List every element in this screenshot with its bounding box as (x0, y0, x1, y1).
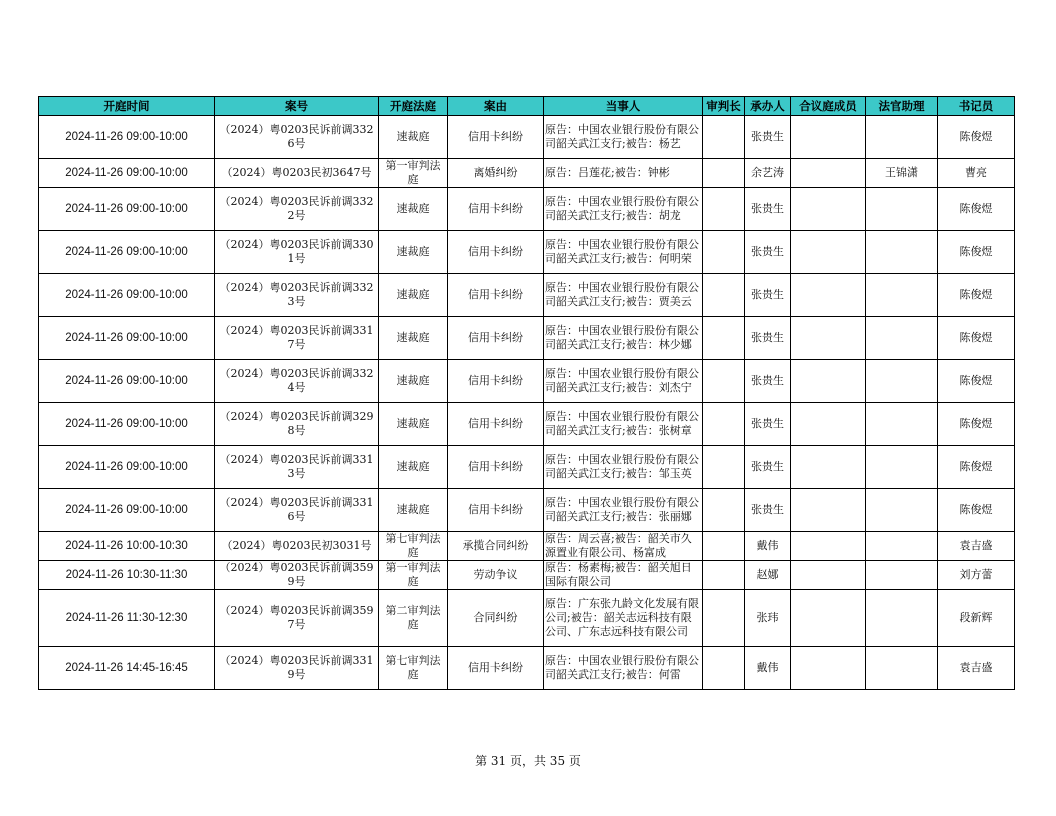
cell-clerk (938, 231, 1015, 274)
cell-hearing-time (39, 647, 215, 690)
cell-case-number (215, 403, 379, 446)
cell-parties-text: 原告：中国农业银行股份有限公司韶关武江支行;被告：杨艺 (545, 123, 699, 150)
cell-panel-members (791, 446, 866, 489)
cell-courtroom (379, 188, 448, 231)
cell-cause (448, 159, 544, 188)
cell-clerk (938, 532, 1015, 561)
cell-cause (448, 116, 544, 159)
cell-hearing-time-text: 2024-11-26 09:00-10:00 (65, 246, 188, 258)
cell-cause (448, 489, 544, 532)
cell-panel-members (791, 188, 866, 231)
cell-case-number-text: （2024）粤0203民诉前调3316号 (219, 496, 374, 523)
cell-clerk-text: 陈俊煜 (959, 503, 993, 516)
cell-case-number (215, 647, 379, 690)
cell-cause (448, 561, 544, 590)
table-row (39, 159, 1015, 188)
cell-cause-text: 信用卡纠纷 (468, 202, 523, 215)
table-row (39, 403, 1015, 446)
cell-case-number-text: （2024）粤0203民诉前调3597号 (219, 604, 374, 631)
cell-clerk-text: 陈俊煜 (959, 460, 993, 473)
cell-courtroom-text: 第七审判法庭 (385, 654, 441, 681)
cell-parties (544, 489, 703, 532)
cell-panel-members (791, 647, 866, 690)
cell-handler (745, 188, 791, 231)
cell-presiding-judge (703, 446, 745, 489)
cell-parties (544, 446, 703, 489)
cell-hearing-time-text: 2024-11-26 10:30-11:30 (65, 569, 188, 581)
cell-courtroom (379, 446, 448, 489)
cell-parties-text: 原告：中国农业银行股份有限公司韶关武江支行;被告：张丽娜 (545, 496, 699, 523)
cell-cause-text: 信用卡纠纷 (468, 661, 523, 674)
cell-parties (544, 274, 703, 317)
cell-case-number (215, 274, 379, 317)
cell-case-number (215, 590, 379, 647)
table-row (39, 188, 1015, 231)
cell-handler (745, 561, 791, 590)
cell-hearing-time (39, 116, 215, 159)
cell-presiding-judge (703, 532, 745, 561)
cell-cause-text: 信用卡纠纷 (468, 245, 523, 258)
court-schedule-table (38, 96, 1015, 690)
cell-judge-assistant (866, 590, 938, 647)
table-row (39, 231, 1015, 274)
cell-case-number-text: （2024）粤0203民初3647号 (221, 166, 372, 179)
cell-case-number (215, 116, 379, 159)
cell-presiding-judge (703, 360, 745, 403)
cell-courtroom (379, 489, 448, 532)
cell-handler-text: 张贵生 (751, 374, 784, 387)
cell-panel-members (791, 159, 866, 188)
cell-hearing-time (39, 188, 215, 231)
cell-courtroom-text: 速裁庭 (396, 130, 430, 143)
cell-case-number (215, 446, 379, 489)
cell-case-number (215, 231, 379, 274)
cell-case-number-text: （2024）粤0203民诉前调3301号 (219, 238, 374, 265)
cell-courtroom-text: 速裁庭 (396, 202, 430, 215)
cell-cause-text: 信用卡纠纷 (468, 288, 523, 301)
cell-handler (745, 489, 791, 532)
cell-clerk (938, 647, 1015, 690)
cell-cause-text: 信用卡纠纷 (468, 374, 523, 387)
cell-panel-members (791, 532, 866, 561)
table-header-row (39, 97, 1015, 116)
cell-handler-text: 张玮 (756, 611, 779, 624)
page-number: 第 31 页，共 35 页 (475, 754, 581, 768)
cell-hearing-time-text: 2024-11-26 10:00-10:30 (65, 540, 188, 552)
cell-hearing-time (39, 159, 215, 188)
cell-parties (544, 561, 703, 590)
cell-judge-assistant (866, 403, 938, 446)
cell-parties (544, 188, 703, 231)
cell-parties-text: 原告：中国农业银行股份有限公司韶关武江支行;被告：贾美云 (545, 281, 699, 308)
cell-presiding-judge (703, 403, 745, 446)
cell-courtroom (379, 116, 448, 159)
cell-parties (544, 231, 703, 274)
cell-courtroom-text: 速裁庭 (396, 417, 430, 430)
cell-judge-assistant (866, 446, 938, 489)
cell-handler (745, 590, 791, 647)
cell-panel-members (791, 116, 866, 159)
cell-hearing-time (39, 231, 215, 274)
cell-panel-members (791, 590, 866, 647)
cell-courtroom (379, 159, 448, 188)
cell-judge-assistant (866, 231, 938, 274)
cell-presiding-judge (703, 561, 745, 590)
cell-clerk-text: 段新辉 (959, 611, 993, 624)
cell-parties-text: 原告：吕莲花;被告：钟彬 (545, 166, 670, 179)
cell-clerk-text: 袁吉盛 (959, 661, 993, 674)
cell-courtroom (379, 274, 448, 317)
cell-courtroom-text: 速裁庭 (396, 503, 430, 516)
cell-case-number-text: （2024）粤0203民诉前调3319号 (219, 654, 374, 681)
cell-handler-text: 张贵生 (751, 202, 784, 215)
cell-courtroom-text: 第一审判法庭 (385, 159, 441, 186)
cell-parties (544, 116, 703, 159)
cell-cause (448, 446, 544, 489)
cell-judge-assistant (866, 188, 938, 231)
table-row (39, 446, 1015, 489)
cell-cause (448, 188, 544, 231)
cell-handler (745, 647, 791, 690)
cell-case-number-text: （2024）粤0203民诉前调3324号 (219, 367, 374, 394)
cell-judge-assistant (866, 489, 938, 532)
cell-cause (448, 647, 544, 690)
cell-handler (745, 116, 791, 159)
cell-presiding-judge (703, 274, 745, 317)
header-judge-assistant: 法官助理 (866, 97, 938, 116)
cell-parties-text: 原告：周云喜;被告：韶关市久源置业有限公司、杨富成 (545, 532, 692, 559)
cell-presiding-judge (703, 231, 745, 274)
cell-cause-text: 信用卡纠纷 (468, 130, 523, 143)
cell-clerk-text: 刘方蕾 (959, 568, 993, 581)
cell-clerk (938, 274, 1015, 317)
cell-clerk-text: 陈俊煜 (959, 202, 993, 215)
cell-case-number-text: （2024）粤0203民诉前调3326号 (219, 123, 374, 150)
table-row (39, 116, 1015, 159)
header-handler: 承办人 (745, 97, 791, 116)
cell-panel-members (791, 489, 866, 532)
cell-hearing-time (39, 489, 215, 532)
cell-hearing-time-text: 2024-11-26 09:00-10:00 (65, 461, 188, 473)
cell-cause (448, 360, 544, 403)
cell-hearing-time (39, 532, 215, 561)
cell-clerk-text: 陈俊煜 (959, 245, 993, 258)
cell-parties (544, 159, 703, 188)
cell-clerk (938, 159, 1015, 188)
header-courtroom: 开庭法庭 (379, 97, 448, 116)
cell-handler (745, 274, 791, 317)
cell-panel-members (791, 274, 866, 317)
cell-presiding-judge (703, 647, 745, 690)
cell-hearing-time-text: 2024-11-26 09:00-10:00 (65, 203, 188, 215)
cell-clerk-text: 袁吉盛 (959, 539, 993, 552)
cell-hearing-time-text: 2024-11-26 11:30-12:30 (65, 612, 188, 624)
cell-cause-text: 合同纠纷 (473, 611, 518, 624)
cell-hearing-time-text: 2024-11-26 09:00-10:00 (65, 332, 188, 344)
cell-courtroom (379, 317, 448, 360)
cell-cause (448, 274, 544, 317)
table-row (39, 489, 1015, 532)
cell-handler-text: 戴伟 (756, 539, 779, 552)
cell-handler (745, 360, 791, 403)
cell-handler (745, 317, 791, 360)
cell-case-number-text: （2024）粤0203民诉前调3313号 (219, 453, 374, 480)
table-row (39, 360, 1015, 403)
cell-judge-assistant (866, 360, 938, 403)
cell-presiding-judge (703, 116, 745, 159)
cell-handler-text: 张贵生 (751, 288, 784, 301)
cell-parties (544, 647, 703, 690)
cell-courtroom (379, 360, 448, 403)
cell-parties (544, 532, 703, 561)
cell-handler-text: 余艺涛 (751, 166, 784, 179)
cell-case-number (215, 188, 379, 231)
cell-clerk-text: 陈俊煜 (959, 288, 993, 301)
cell-panel-members (791, 231, 866, 274)
cell-case-number (215, 561, 379, 590)
cell-handler (745, 446, 791, 489)
header-panel-members: 合议庭成员 (791, 97, 866, 116)
cell-clerk-text: 陈俊煜 (959, 374, 993, 387)
cell-courtroom-text: 速裁庭 (396, 288, 430, 301)
header-clerk: 书记员 (938, 97, 1015, 116)
cell-parties-text: 原告：中国农业银行股份有限公司韶关武江支行;被告：张树章 (545, 410, 699, 437)
cell-judge-assistant (866, 116, 938, 159)
cell-cause (448, 532, 544, 561)
cell-judge-assistant (866, 561, 938, 590)
cell-cause-text: 信用卡纠纷 (468, 417, 523, 430)
cell-parties-text: 原告：杨素梅;被告：韶关旭日国际有限公司 (545, 561, 692, 588)
cell-parties-text: 原告：中国农业银行股份有限公司韶关武江支行;被告：邹玉英 (545, 453, 699, 480)
cell-case-number-text: （2024）粤0203民诉前调3298号 (219, 410, 374, 437)
cell-parties (544, 360, 703, 403)
cell-panel-members (791, 403, 866, 446)
cell-clerk (938, 317, 1015, 360)
cell-clerk (938, 116, 1015, 159)
cell-hearing-time (39, 360, 215, 403)
header-presiding-judge: 审判长 (703, 97, 745, 116)
cell-parties-text: 原告：中国农业银行股份有限公司韶关武江支行;被告：何雷 (545, 654, 699, 681)
cell-parties-text: 原告：中国农业银行股份有限公司韶关武江支行;被告：胡龙 (545, 195, 699, 222)
cell-case-number-text: （2024）粤0203民初3031号 (221, 539, 372, 552)
cell-cause (448, 317, 544, 360)
cell-clerk-text: 曹亮 (965, 166, 987, 179)
cell-handler (745, 159, 791, 188)
cell-clerk-text: 陈俊煜 (959, 417, 993, 430)
cell-panel-members (791, 317, 866, 360)
cell-parties (544, 317, 703, 360)
cell-courtroom-text: 第一审判法庭 (385, 561, 441, 588)
cell-presiding-judge (703, 317, 745, 360)
table-row (39, 274, 1015, 317)
cell-case-number-text: （2024）粤0203民诉前调3599号 (219, 561, 374, 588)
cell-judge-assistant-text: 王锦潇 (885, 166, 918, 179)
cell-hearing-time-text: 2024-11-26 09:00-10:00 (65, 504, 188, 516)
cell-cause (448, 590, 544, 647)
cell-panel-members (791, 360, 866, 403)
cell-clerk (938, 446, 1015, 489)
cell-judge-assistant (866, 159, 938, 188)
cell-judge-assistant (866, 647, 938, 690)
cell-parties-text: 原告：广东张九龄文化发展有限公司;被告：韶关志远科技有限公司、广东志远科技有限公司 (545, 597, 699, 638)
cell-hearing-time (39, 317, 215, 360)
cell-parties (544, 403, 703, 446)
cell-cause-text: 承揽合同纠纷 (462, 539, 529, 552)
cell-parties-text: 原告：中国农业银行股份有限公司韶关武江支行;被告：林少娜 (545, 324, 699, 351)
cell-handler-text: 张贵生 (751, 130, 784, 143)
cell-clerk (938, 561, 1015, 590)
cell-clerk (938, 489, 1015, 532)
cell-cause (448, 231, 544, 274)
cell-courtroom-text: 速裁庭 (396, 245, 430, 258)
cell-cause-text: 信用卡纠纷 (468, 460, 523, 473)
cell-cause-text: 信用卡纠纷 (468, 503, 523, 516)
table-row (39, 317, 1015, 360)
cell-handler-text: 赵娜 (756, 568, 779, 581)
cell-courtroom-text: 第七审判法庭 (385, 532, 441, 559)
header-cause: 案由 (448, 97, 544, 116)
cell-clerk (938, 360, 1015, 403)
cell-presiding-judge (703, 188, 745, 231)
cell-clerk (938, 403, 1015, 446)
cell-parties (544, 590, 703, 647)
cell-panel-members (791, 561, 866, 590)
cell-presiding-judge (703, 590, 745, 647)
cell-clerk (938, 188, 1015, 231)
cell-hearing-time-text: 2024-11-26 09:00-10:00 (65, 131, 188, 143)
cell-courtroom-text: 速裁庭 (396, 374, 430, 387)
cell-cause-text: 信用卡纠纷 (468, 331, 523, 344)
cell-judge-assistant (866, 532, 938, 561)
cell-cause (448, 403, 544, 446)
cell-cause-text: 劳动争议 (473, 568, 518, 581)
cell-hearing-time-text: 2024-11-26 09:00-10:00 (65, 289, 188, 301)
cell-cause-text: 离婚纠纷 (473, 166, 518, 179)
cell-hearing-time-text: 2024-11-26 14:45-16:45 (65, 662, 188, 674)
header-case-number: 案号 (215, 97, 379, 116)
cell-hearing-time (39, 274, 215, 317)
table-row (39, 647, 1015, 690)
table-row (39, 532, 1015, 561)
cell-courtroom (379, 561, 448, 590)
cell-courtroom (379, 647, 448, 690)
cell-case-number-text: （2024）粤0203民诉前调3322号 (219, 195, 374, 222)
cell-case-number-text: （2024）粤0203民诉前调3317号 (219, 324, 374, 351)
cell-handler-text: 戴伟 (756, 661, 779, 674)
cell-judge-assistant (866, 274, 938, 317)
cell-case-number (215, 317, 379, 360)
cell-case-number (215, 360, 379, 403)
cell-parties-text: 原告：中国农业银行股份有限公司韶关武江支行;被告：刘杰宁 (545, 367, 699, 394)
cell-handler (745, 532, 791, 561)
cell-courtroom (379, 231, 448, 274)
cell-handler-text: 张贵生 (751, 460, 784, 473)
cell-clerk-text: 陈俊煜 (959, 331, 993, 344)
cell-courtroom-text: 速裁庭 (396, 331, 430, 344)
cell-handler (745, 403, 791, 446)
cell-handler-text: 张贵生 (751, 245, 784, 258)
cell-case-number (215, 159, 379, 188)
cell-hearing-time-text: 2024-11-26 09:00-10:00 (65, 418, 188, 430)
cell-courtroom (379, 403, 448, 446)
cell-parties-text: 原告：中国农业银行股份有限公司韶关武江支行;被告：何明荣 (545, 238, 699, 265)
cell-clerk-text: 陈俊煜 (959, 130, 993, 143)
cell-judge-assistant (866, 317, 938, 360)
cell-presiding-judge (703, 159, 745, 188)
cell-courtroom-text: 第二审判法庭 (385, 604, 441, 631)
cell-hearing-time-text: 2024-11-26 09:00-10:00 (65, 167, 188, 179)
cell-clerk (938, 590, 1015, 647)
cell-courtroom (379, 532, 448, 561)
cell-hearing-time (39, 403, 215, 446)
cell-presiding-judge (703, 489, 745, 532)
cell-courtroom-text: 速裁庭 (396, 460, 430, 473)
header-hearing-time: 开庭时间 (39, 97, 215, 116)
cell-handler-text: 张贵生 (751, 503, 784, 516)
cell-hearing-time (39, 446, 215, 489)
table-row (39, 590, 1015, 647)
cell-hearing-time (39, 561, 215, 590)
header-parties: 当事人 (544, 97, 703, 116)
cell-handler-text: 张贵生 (751, 331, 784, 344)
cell-case-number (215, 532, 379, 561)
cell-handler-text: 张贵生 (751, 417, 784, 430)
cell-hearing-time (39, 590, 215, 647)
cell-handler (745, 231, 791, 274)
cell-courtroom (379, 590, 448, 647)
cell-case-number (215, 489, 379, 532)
table-row (39, 561, 1015, 590)
cell-hearing-time-text: 2024-11-26 09:00-10:00 (65, 375, 188, 387)
cell-case-number-text: （2024）粤0203民诉前调3323号 (219, 281, 374, 308)
